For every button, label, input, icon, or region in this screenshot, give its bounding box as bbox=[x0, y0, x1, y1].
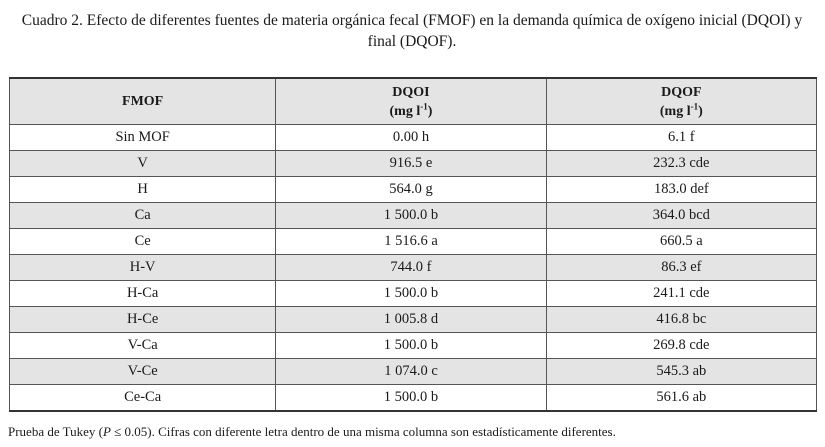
table-row bbox=[10, 307, 817, 333]
footnote-prefix: Prueba de Tukey ( bbox=[8, 424, 103, 439]
table-body bbox=[10, 125, 817, 412]
cell-fmof: Sin MOF bbox=[10, 125, 276, 151]
cell-dqoi: 1 500.0 b bbox=[276, 281, 546, 307]
header-dqoi bbox=[276, 78, 546, 125]
header-fmof-label: FMOF bbox=[122, 94, 164, 109]
footnote-suffix: ≤ 0.05). Cifras con diferente letra dentro de una misma columna son estadísticamente diferentes. bbox=[110, 424, 616, 439]
cell-dqoi: 0.00 h bbox=[276, 125, 546, 151]
footnote-p-symbol: P bbox=[102, 424, 111, 439]
cell-fmof: Ce bbox=[10, 229, 276, 255]
table-row bbox=[10, 359, 817, 385]
table-row bbox=[10, 203, 817, 229]
table-row bbox=[10, 333, 817, 359]
table-row bbox=[10, 125, 817, 151]
cell-dqoi: 916.5 e bbox=[276, 151, 546, 177]
cell-dqof: 561.6 ab bbox=[546, 385, 816, 412]
cell-dqof: 241.1 cde bbox=[546, 281, 816, 307]
cell-fmof: H-Ca bbox=[10, 281, 276, 307]
cell-dqoi: 744.0 f bbox=[276, 255, 546, 281]
header-dqof-unit: (mg $l^{-1}$) bbox=[659, 100, 703, 119]
cell-fmof: Ca bbox=[10, 203, 276, 229]
table-row bbox=[10, 281, 817, 307]
cell-fmof: H-V bbox=[10, 255, 276, 281]
header-fmof bbox=[10, 78, 276, 125]
cell-dqoi: 1 500.0 b bbox=[276, 333, 546, 359]
cell-fmof: V-Ce bbox=[10, 359, 276, 385]
table-row bbox=[10, 229, 817, 255]
cell-fmof: H bbox=[10, 177, 276, 203]
header-dqoi-unit: (mg $l^{-1}$) bbox=[389, 100, 433, 119]
cell-fmof: V bbox=[10, 151, 276, 177]
cell-dqof: 232.3 cde bbox=[546, 151, 816, 177]
cell-dqof: 416.8 bc bbox=[546, 307, 816, 333]
cell-fmof: Ce-Ca bbox=[10, 385, 276, 412]
cell-dqof: 660.5 a bbox=[546, 229, 816, 255]
header-row bbox=[10, 78, 817, 125]
table-row bbox=[10, 151, 817, 177]
cell-dqof: 86.3 ef bbox=[546, 255, 816, 281]
results-table bbox=[9, 77, 817, 412]
cell-dqoi: 1 516.6 a bbox=[276, 229, 546, 255]
cell-dqof: 183.0 def bbox=[546, 177, 816, 203]
cell-dqoi: 564.0 g bbox=[276, 177, 546, 203]
cell-dqof: 269.8 cde bbox=[546, 333, 816, 359]
cell-fmof: V-Ca bbox=[10, 333, 276, 359]
table-row bbox=[10, 255, 817, 281]
cell-dqof: 364.0 bcd bbox=[546, 203, 816, 229]
header-dqof bbox=[546, 78, 816, 125]
table-row bbox=[10, 385, 817, 412]
table-caption: Cuadro 2. Efecto de diferentes fuentes de materia orgánica fecal (FMOF) en la demanda química de oxígeno inicial (DQOI) y final (DQOF). bbox=[21, 12, 803, 50]
cell-dqoi: 1 005.8 d bbox=[276, 307, 546, 333]
header-dqoi-label: DQOI bbox=[392, 84, 430, 100]
table-footnote bbox=[8, 424, 616, 440]
cell-dqoi: 1 074.0 c bbox=[276, 359, 546, 385]
cell-fmof: H-Ce bbox=[10, 307, 276, 333]
cell-dqoi: 1 500.0 b bbox=[276, 203, 546, 229]
table-row bbox=[10, 177, 817, 203]
cell-dqof: 6.1 f bbox=[546, 125, 816, 151]
cell-dqof: 545.3 ab bbox=[546, 359, 816, 385]
header-dqof-label: DQOF bbox=[661, 84, 702, 100]
table-header bbox=[10, 78, 817, 125]
cell-dqoi: 1 500.0 b bbox=[276, 385, 546, 412]
